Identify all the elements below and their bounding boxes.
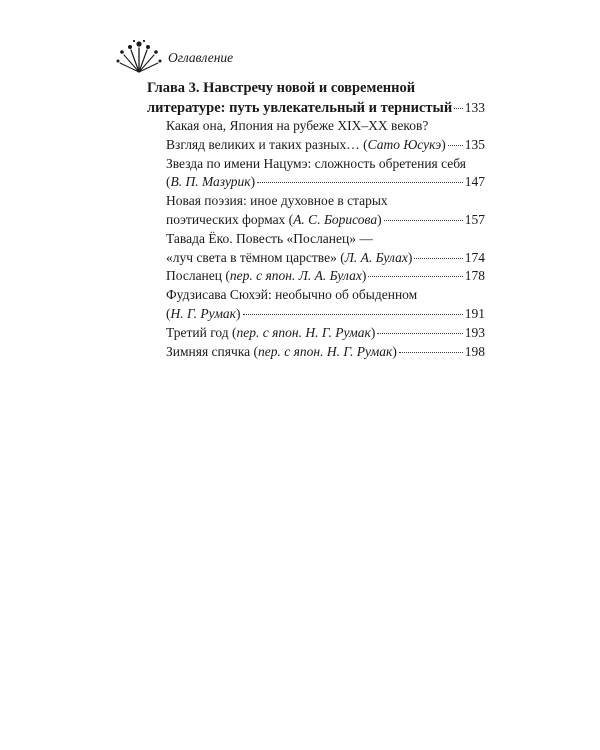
- toc-entry-author: пер. с япон. Н. Г. Румак: [236, 324, 371, 340]
- chapter-page-number: 133: [464, 100, 485, 115]
- chapter-heading: [147, 79, 485, 118]
- toc-page-number: 191: [464, 305, 485, 321]
- toc-entry-row: [166, 343, 485, 362]
- toc-entry-text-part: Зимняя спячка (: [166, 343, 258, 359]
- toc-page-number: 193: [464, 324, 485, 340]
- toc-entry-text-close: ): [370, 324, 376, 340]
- dot-leader: [454, 108, 463, 109]
- toc-entry-row: [166, 136, 485, 155]
- toc-entry: [166, 286, 485, 324]
- toc-entry-text-close: ): [407, 249, 413, 265]
- toc-entries: [166, 117, 485, 361]
- chapter-title-text: литературе: путь увлекательный и тернистый: [147, 100, 453, 116]
- toc-entry-row: [166, 211, 485, 230]
- toc-entry-author: А. С. Борисова: [293, 211, 378, 227]
- toc-entry: [166, 267, 485, 286]
- toc-entry-row: [166, 173, 485, 192]
- toc-entry-text: [166, 173, 255, 192]
- toc-entry-row: [166, 324, 485, 343]
- toc-entry-text: [166, 211, 382, 230]
- toc-entry-title-line: Новая поэзия: иное духовное в старых: [166, 193, 388, 209]
- toc-entry-text: [166, 324, 375, 343]
- toc-entry-text-close: ): [250, 174, 256, 190]
- toc-entry-title-line: Какая она, Япония на рубеже XIX–XX веков?: [166, 118, 429, 133]
- toc-entry: [166, 324, 485, 343]
- toc-entry-author: Сато Юсукэ: [367, 136, 442, 152]
- running-title: Оглавление: [168, 50, 234, 65]
- toc-entry-text-close: ): [236, 305, 241, 321]
- toc-page-number: 135: [464, 136, 485, 152]
- toc-entry: [166, 192, 485, 230]
- toc-entry-text: [166, 343, 397, 362]
- toc-page-number: 147: [464, 174, 485, 190]
- toc-entry: [166, 343, 485, 362]
- toc-entry-title-line: Тавада Ёко. Повесть «Посланец» —: [166, 230, 373, 246]
- toc-entry-row: [166, 249, 485, 268]
- toc-entry-text-close: ): [361, 268, 367, 284]
- toc-entry-text-close: ): [377, 211, 382, 227]
- firework-ornament-icon: [115, 38, 163, 74]
- toc-entry: [166, 117, 485, 155]
- toc-entry-author: Н. Г. Румак: [170, 305, 236, 321]
- dot-leader: [448, 145, 463, 146]
- toc-entry-text-part: Взгляд великих и таких разных… (: [166, 136, 368, 152]
- toc-entry-title-line: Звезда по имени Нацумэ: сложность обретения себя: [166, 155, 467, 171]
- toc-entry-text-part: (: [166, 174, 171, 190]
- toc-entry-author: В. П. Мазурик: [170, 174, 251, 190]
- dot-leader: [257, 182, 463, 183]
- dot-leader: [384, 220, 463, 221]
- toc-entry-row: [166, 267, 485, 286]
- toc-entry-text-part: Посланец (: [166, 268, 230, 284]
- dot-leader: [243, 314, 463, 315]
- toc-entry-row: [166, 305, 485, 324]
- toc-entry-author: пер. с япон. Н. Г. Румак: [257, 343, 393, 359]
- dot-leader: [414, 258, 462, 259]
- toc-entry-text-part: «луч света в тёмном царстве» (: [166, 249, 345, 265]
- toc-entry-author: пер. с япон. Л. А. Булах: [229, 268, 362, 284]
- toc-entry-text: [166, 136, 446, 155]
- dot-leader: [399, 352, 463, 353]
- toc-entry: [166, 155, 485, 193]
- toc-entry: [166, 230, 485, 268]
- toc-entry-text-close: ): [441, 136, 446, 152]
- toc-page-number: 157: [464, 211, 485, 227]
- toc-page-number: 178: [464, 268, 485, 284]
- toc-entry-text-part: поэтических формах (: [166, 211, 294, 227]
- toc-entry-text: [166, 249, 412, 268]
- dot-leader: [368, 276, 462, 277]
- toc-entry-text-part: (: [166, 305, 171, 321]
- toc-entry-text-part: Третий год (: [166, 324, 237, 340]
- toc-entry-text: [166, 305, 241, 324]
- toc-entry-author: Л. А. Булах: [344, 249, 408, 265]
- toc-page-number: 198: [464, 343, 485, 359]
- chapter-title-line-1: Глава 3. Навстречу новой и современной: [147, 80, 416, 96]
- chapter-title-line-2: [147, 98, 485, 118]
- toc-entry-text-close: ): [392, 343, 397, 359]
- toc-page-number: 174: [464, 249, 485, 265]
- toc-entry-title-line: Фудзисава Сюхэй: необычно об обыденном: [166, 287, 418, 303]
- toc-entry-text: [166, 267, 366, 286]
- dot-leader: [377, 333, 462, 334]
